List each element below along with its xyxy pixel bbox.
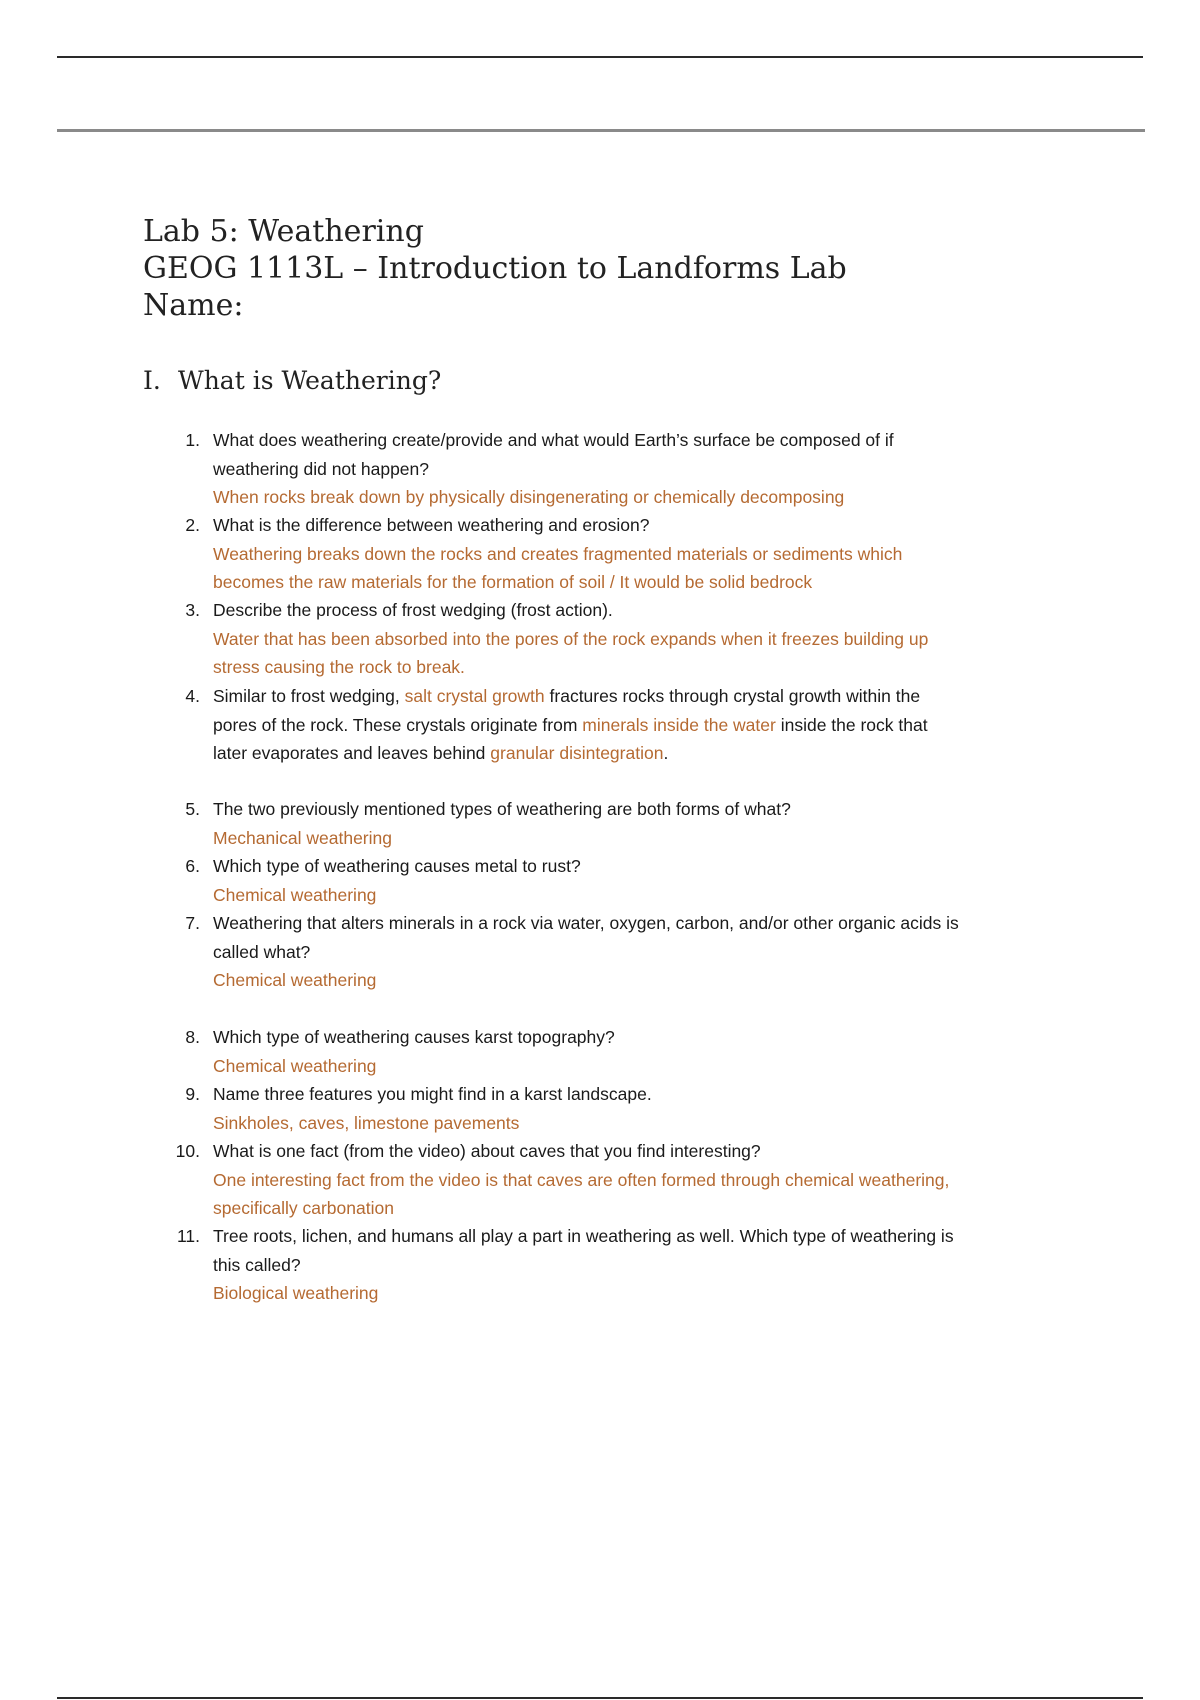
- question-text: What is the difference between weathering and erosion?: [213, 515, 650, 535]
- question-item: [173, 426, 1073, 512]
- question-text: this called?: [213, 1254, 301, 1275]
- document-header: [143, 213, 847, 324]
- question-item: [173, 511, 1073, 597]
- question-text: Which type of weathering causes karst topography?: [213, 1027, 615, 1047]
- question-number: 11.: [176, 1226, 200, 1246]
- section-heading: [143, 366, 441, 395]
- question-item: [173, 1222, 1073, 1308]
- question-number: 7.: [185, 913, 200, 933]
- fill-in-line: Similar to frost wedging, salt crystal growth fractures rocks through crystal growth within the: [213, 686, 921, 706]
- answer-text: salt crystal growth: [404, 686, 545, 706]
- name-label: Name:: [143, 288, 244, 323]
- section-title: What is Weathering?: [178, 366, 442, 395]
- answer-text: Chemical weathering: [213, 970, 377, 990]
- fill-in-line: pores of the rock. These crystals originate from minerals inside the water inside the rock that: [213, 714, 928, 735]
- answer-text: stress causing the rock to break.: [213, 657, 465, 677]
- answer-text: One interesting fact from the video is that caves are often formed through chemical weathering,: [213, 1169, 950, 1190]
- question-number: 9.: [185, 1084, 200, 1104]
- question-item: [173, 795, 1073, 852]
- question-item: [173, 682, 1073, 768]
- question-text: Describe the process of frost wedging (frost action).: [213, 600, 613, 620]
- question-number: 5.: [185, 799, 200, 819]
- answer-text: Biological weathering: [213, 1283, 379, 1303]
- question-text: Which type of weathering causes metal to rust?: [213, 856, 581, 876]
- question-text: weathering did not happen?: [213, 458, 430, 479]
- question-item: [173, 596, 1073, 682]
- question-number: 1.: [185, 430, 200, 450]
- answer-text: Weathering breaks down the rocks and creates fragmented materials or sediments which: [213, 543, 903, 564]
- answer-text: Chemical weathering: [213, 884, 377, 905]
- question-text: Name three features you might find in a karst landscape.: [213, 1084, 652, 1104]
- question-number: 2.: [185, 515, 200, 535]
- answer-text: becomes the raw materials for the formation of soil / It would be solid bedrock: [213, 572, 813, 592]
- question-text: Tree roots, lichen, and humans all play a part in weathering as well. Which type of weathering is: [213, 1226, 954, 1246]
- answer-text: minerals inside the water: [582, 714, 776, 735]
- section-number: I.: [143, 366, 161, 395]
- question-number: 4.: [185, 686, 200, 706]
- question-text: The two previously mentioned types of weathering are both forms of what?: [213, 799, 791, 819]
- answer-text: Water that has been absorbed into the pores of the rock expands when it freezes building up: [213, 628, 929, 649]
- question-text: What is one fact (from the video) about caves that you find interesting?: [213, 1141, 761, 1161]
- question-number: 10.: [175, 1141, 200, 1161]
- question-item: [173, 1023, 1073, 1080]
- question-number: 8.: [185, 1027, 200, 1047]
- course-title: GEOG 1113L – Introduction to Landforms Lab: [143, 251, 847, 286]
- answer-text: When rocks break down by physically disingenerating or chemically decomposing: [213, 487, 845, 507]
- fill-in-line: later evaporates and leaves behind granular disintegration.: [213, 743, 669, 763]
- bottom-rule: [57, 1697, 1143, 1699]
- lab-title: Lab 5: Weathering: [143, 214, 424, 249]
- question-text: Weathering that alters minerals in a rock via water, oxygen, carbon, and/or other organic acids is: [213, 913, 959, 933]
- question-item: [173, 909, 1073, 995]
- answer-text: specifically carbonation: [213, 1198, 394, 1218]
- question-number: 3.: [185, 600, 200, 620]
- answer-text: Chemical weathering: [213, 1055, 377, 1076]
- question-item: [173, 852, 1073, 909]
- question-text: What does weathering create/provide and what would Earth’s surface be composed of if: [213, 430, 894, 450]
- answer-text: Mechanical weathering: [213, 827, 392, 848]
- question-text: called what?: [213, 941, 311, 962]
- top-rule: [57, 56, 1143, 58]
- question-number: 6.: [185, 856, 200, 876]
- answer-text: granular disintegration: [490, 743, 664, 763]
- question-item: [173, 1137, 1073, 1223]
- header-rule: [57, 129, 1145, 132]
- answer-text: Sinkholes, caves, limestone pavements: [213, 1112, 520, 1133]
- question-item: [173, 1080, 1073, 1137]
